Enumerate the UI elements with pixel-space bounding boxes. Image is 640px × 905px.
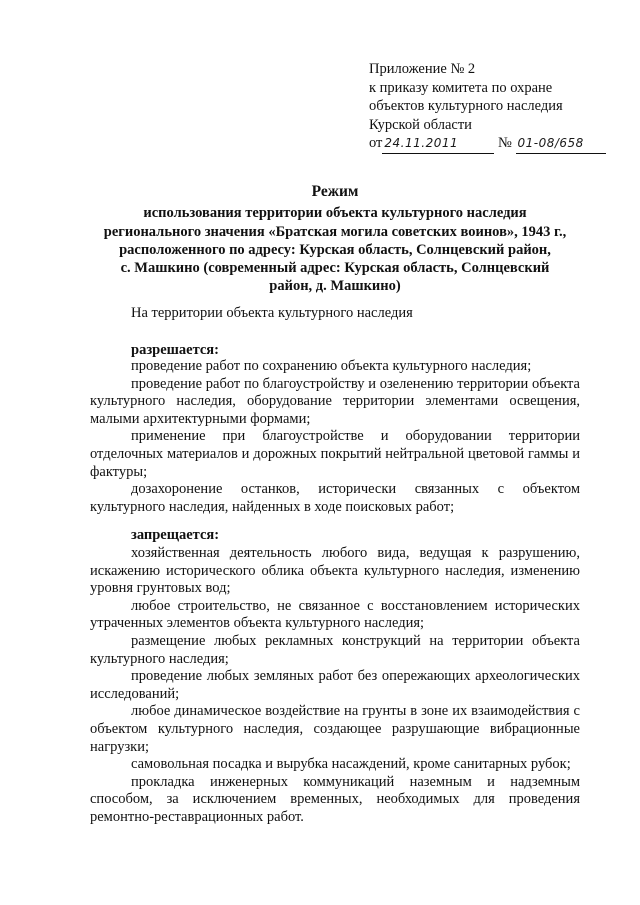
forbidden-item: размещение любых рекламных конструкций на территории объекта культурного наследия; <box>90 632 580 667</box>
handwritten-date: 24.11.2011 <box>382 134 494 154</box>
allowed-item: применение при благоустройстве и оборудовании территории отделочных материалов и дорожных покрытий нейтральной цветовой гаммы и фактуры; <box>90 428 580 480</box>
title-line: с. Машкино (современный адрес: Курская область, Солнцевский <box>120 260 550 277</box>
appendix-line: Курской области <box>369 116 472 133</box>
forbidden-item: любое строительство, не связанное с восстановлением исторических утраченных элементов объекта культурного наследия; <box>90 597 580 632</box>
document-title <box>90 183 580 296</box>
appendix-line: объектов культурного наследия <box>369 98 563 114</box>
forbidden-item: хозяйственная деятельность любого вида, ведущая к разрушению, искажению исторического облика объекта культурного наследия, изменению уровня грунтовых вод; <box>90 545 580 597</box>
forbidden-item: прокладка инженерных коммуникаций наземным и надземным способом, за исключением временных, необходимых для проведения ремонтно-реставрационных работ. <box>90 773 580 825</box>
number-prefix: № <box>498 135 512 151</box>
forbidden-item: проведение любых земляных работ без опережающих археологических исследований; <box>90 668 580 702</box>
appendix-line: Приложение № 2 <box>369 61 476 77</box>
appendix-block <box>369 60 606 154</box>
allowed-item: проведение работ по благоустройству и озеленению территории объекта культурного наследия, оборудование территории элементами освещения, малыми архитектурными формами; <box>90 375 580 427</box>
allowed-item: дозахоронение останков, исторически связанных с объектом культурного наследия, найденных в ходе поисковых работ; <box>90 481 580 515</box>
order-date-number-line <box>369 134 606 154</box>
allowed-item: проведение работ по сохранению объекта культурного наследия; <box>131 358 532 374</box>
title-line: расположенного по адресу: Курская область, Солнцевский район, <box>119 241 551 258</box>
forbidden-item: самовольная посадка и вырубка насаждений, кроме санитарных рубок; <box>131 756 571 773</box>
title-line: использования территории объекта культурного наследия <box>143 205 527 222</box>
allowed-heading: разрешается: <box>131 342 219 358</box>
title-heading: Режим <box>311 183 359 200</box>
title-line: регионального значения «Братская могила советских воинов», 1943 г., <box>103 223 567 240</box>
forbidden-heading: запрещается: <box>131 527 220 543</box>
intro-text: На территории объекта культурного наследия <box>131 305 413 321</box>
allowed-list <box>90 358 580 516</box>
date-prefix: от <box>369 135 383 151</box>
appendix-line: к приказу комитета по охране <box>369 79 553 96</box>
forbidden-item: любое динамическое воздействие на грунты в зоне их взаимодействия с объектом культурного наследия, создающее разрушающие вибрационные нагрузки; <box>90 703 580 755</box>
title-line: район, д. Машкино) <box>269 278 401 295</box>
handwritten-number: 01-08/658 <box>516 134 606 154</box>
forbidden-list <box>90 545 580 827</box>
